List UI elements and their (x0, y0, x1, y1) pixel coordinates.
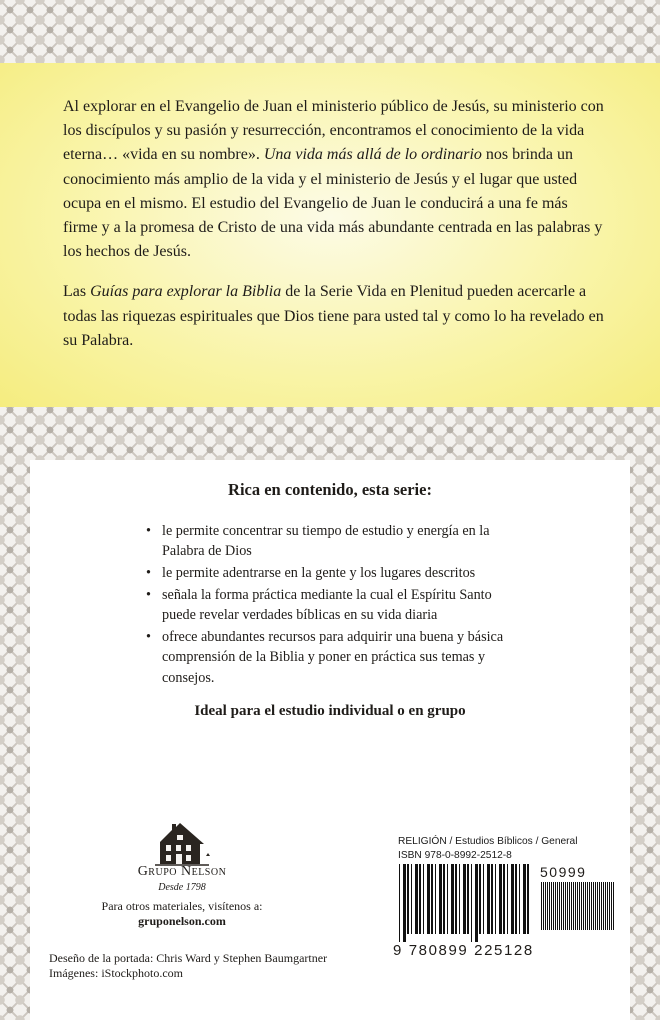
barcode-bar (595, 882, 596, 930)
barcode-bar (447, 864, 448, 934)
publisher-name: Grupo Nelson (137, 864, 227, 879)
barcode-bar (523, 864, 526, 934)
barcode-bar (563, 882, 564, 930)
list-item: • le permite adentrarse en la gente y los lugares descritos (146, 563, 526, 583)
barcode-bar (467, 864, 469, 934)
more-info-text: Para otros materiales, visítenos a: (101, 899, 263, 913)
barcode-bar (527, 864, 529, 934)
barcode-bar (435, 864, 436, 934)
list-item: • le permite concentrar su tiempo de estudio y energía en la Palabra de Dios (146, 521, 526, 562)
barcode-bar (609, 882, 610, 930)
barcode-bar (541, 882, 542, 930)
barcode-bar (411, 864, 412, 934)
barcode-bar (503, 864, 505, 934)
features-list (146, 521, 526, 689)
category-label: RELIGIÓN / Estudios Bíblicos / General (398, 836, 578, 847)
barcode-bar (419, 864, 421, 934)
barcode-bar (551, 882, 552, 930)
barcode-bar (571, 882, 572, 930)
barcode-bar (559, 882, 560, 930)
barcode-bar (483, 864, 484, 934)
barcode-bar (463, 864, 466, 934)
barcode-bar (399, 864, 400, 942)
barcode-bar (585, 882, 586, 930)
barcode-bar (601, 882, 602, 930)
book-title-italic: Una vida más allá de lo ordinario (263, 146, 482, 164)
barcode-bar (439, 864, 442, 934)
barcode-bar (407, 864, 409, 934)
barcode-bar (499, 864, 502, 934)
credits (49, 951, 369, 981)
barcode (398, 864, 530, 942)
barcode-bar (613, 882, 614, 930)
barcode-bar (581, 882, 582, 930)
price-barcode (540, 882, 616, 938)
publisher-since: Desde 1798 (158, 882, 206, 893)
barcode-bar (575, 882, 576, 930)
barcode-bar (611, 882, 612, 930)
cover-design-credit: Deseño de la portada: Chris Ward y Stephen Baumgartner (49, 951, 328, 965)
barcode-bar (593, 882, 594, 930)
barcode-bar (547, 882, 548, 930)
barcode-bar (487, 864, 490, 934)
barcode-bar (479, 864, 481, 934)
barcode-bar (577, 882, 578, 930)
barcode-bar (403, 864, 406, 942)
images-credit: Imágenes: iStockphoto.com (49, 966, 183, 980)
barcode-bar (459, 864, 460, 934)
isbn-label: ISBN 978-0-8992-2512-8 (398, 850, 512, 861)
list-item: • señala la forma práctica mediante la cual el Espíritu Santo puede revelar verdades bíblicas en su vida diaria (146, 585, 526, 626)
barcode-bar (549, 882, 550, 930)
house-logo-icon (150, 818, 214, 866)
barcode-bar (567, 882, 568, 930)
barcode-bar (573, 882, 574, 930)
barcode-bar (545, 882, 546, 930)
barcode-bar (597, 882, 598, 930)
barcode-bar (427, 864, 430, 934)
barcode-bar (443, 864, 445, 934)
barcode-bar (603, 882, 604, 930)
barcode-bar (423, 864, 424, 934)
description-paragraph-1: Al explorar en el Evangelio de Juan el ministerio público de Jesús, su ministerio con los discípulos y su pasión y resurrección, encontramos el conocimiento de la vida eterna… «vida en su nombre». Una vida más allá de lo ordinario nos brinda un conocimiento más amplio de la vida y el ministerio de Jesús y el lugar que usted ocupa en el mismo. El estudio del Evangelio de Juan le conducirá a una fe más firme y a la promesa de Cristo de una vida más abundante centrada en las palabras y los hechos de Jesús. (63, 98, 604, 261)
barcode-bar (495, 864, 496, 934)
series-heading: Rica en contenido, esta serie: (228, 480, 432, 499)
ean-digits: 9 780899 225128 (393, 942, 534, 959)
book-description (63, 95, 605, 353)
barcode-bar (605, 882, 606, 930)
barcode-bar (543, 882, 544, 930)
barcode-bar (583, 882, 584, 930)
website-link[interactable]: gruponelson.com (138, 914, 226, 928)
barcode-bar (451, 864, 454, 934)
barcode-bar (519, 864, 520, 934)
barcode-bar (431, 864, 433, 934)
barcode-bar (569, 882, 570, 930)
barcode-bar (555, 882, 556, 930)
barcode-bar (511, 864, 514, 934)
barcode-bar (591, 882, 592, 930)
barcode-bar (475, 864, 478, 942)
barcode-bar (607, 882, 608, 930)
ideal-for-text: Ideal para el estudio individual o en grupo (194, 703, 466, 719)
series-title-italic: Guías para explorar la Biblia (90, 283, 282, 301)
barcode-bar (565, 882, 566, 930)
list-item: • ofrece abundantes recursos para adquirir una buena y básica comprensión de la Biblia y poner en práctica sus temas y consejos. (146, 627, 526, 688)
barcode-bar (579, 882, 580, 930)
barcode-bar (561, 882, 562, 930)
more-info (0, 899, 364, 929)
barcode-bar (415, 864, 418, 934)
barcode-bar (515, 864, 517, 934)
barcode-bar (491, 864, 493, 934)
barcode-bar (589, 882, 590, 930)
price-code: 50999 (540, 864, 587, 880)
barcode-bar (471, 864, 472, 942)
barcode-bar (553, 882, 554, 930)
description-paragraph-2: Las Guías para explorar la Biblia de la Serie Vida en Plenitud pueden acercarle a todas las riquezas espirituales que Dios tiene para usted tal y como lo ha revelado en su Palabra. (63, 283, 604, 349)
barcode-bar (557, 882, 558, 930)
barcode-bar (599, 882, 600, 930)
barcode-bar (587, 882, 588, 930)
barcode-bar (507, 864, 508, 934)
barcode-bar (455, 864, 457, 934)
